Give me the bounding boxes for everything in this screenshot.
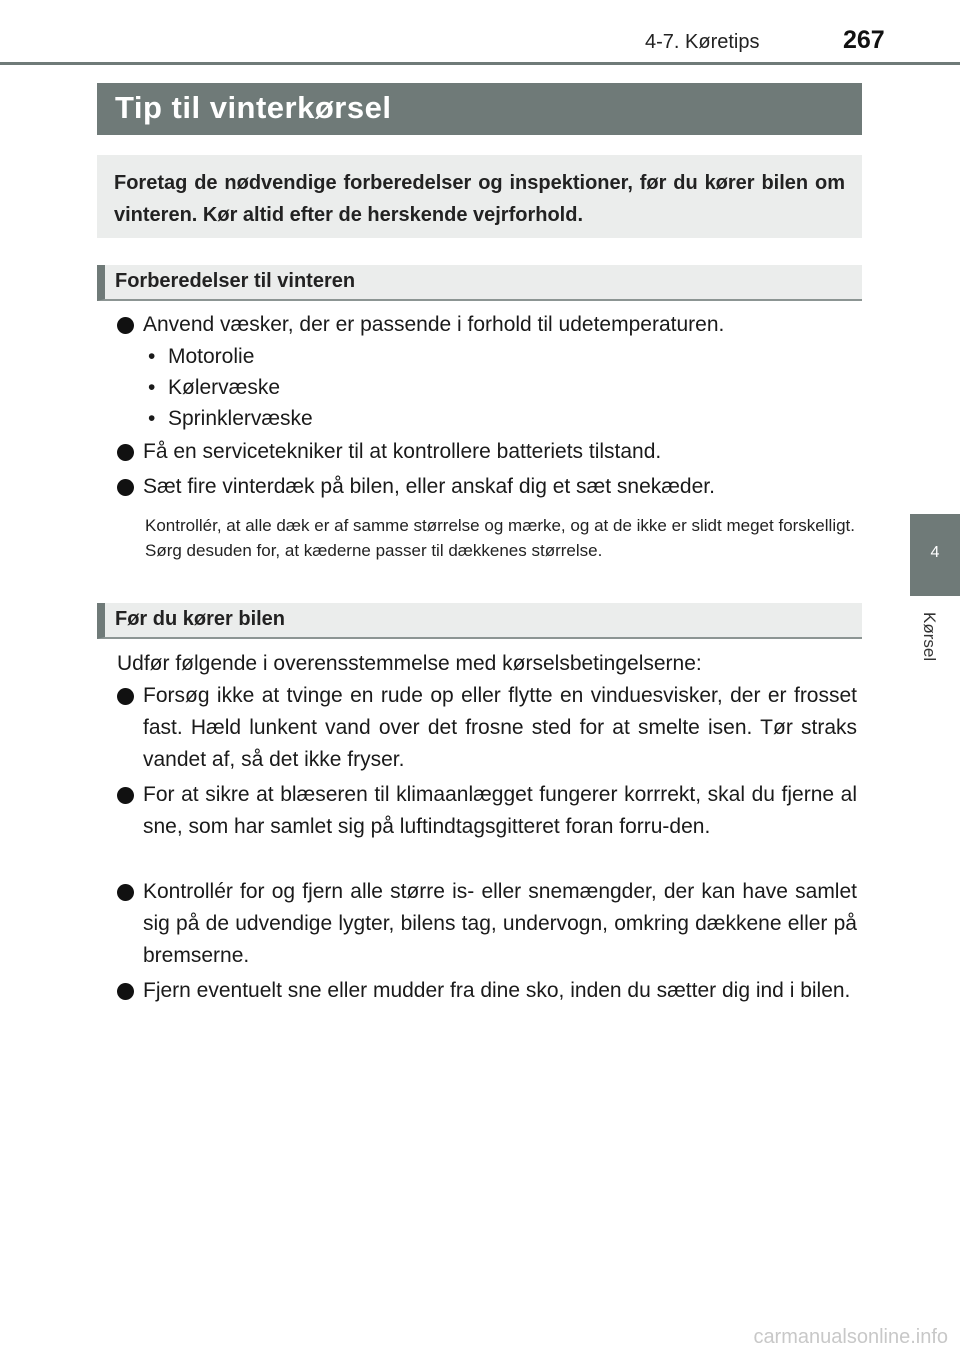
bullet-icon: [117, 479, 134, 496]
list-item: [117, 779, 857, 843]
list-item: [117, 436, 857, 468]
chapter-tab: 4: [910, 514, 960, 596]
note-text: Kontrollér, at alle dæk er af samme størrelse og mærke, og at de ikke er slidt meget forskelligt. Sørg desuden for, at kæderne passer til dækkenes størrelse.: [145, 516, 855, 560]
lead-text: Udfør følgende i overensstemmelse med kørselsbetingelserne:: [117, 652, 702, 675]
watermark: carmanualsonline.info: [753, 1326, 948, 1348]
bullet-icon: [117, 317, 134, 334]
list-item-text: Anvend væsker, der er passende i forhold til udetemperaturen.: [143, 313, 725, 336]
page-title: Tip til vinterkørsel: [97, 83, 862, 135]
list-item: [117, 876, 857, 972]
bullet-dot-icon: •: [148, 407, 156, 430]
intro-box: Foretag de nødvendige forberedelser og inspektioner, før du kører bilen om vinteren. Kør altid efter de herskende vejrforhold.: [97, 155, 862, 238]
bullet-icon: [117, 688, 134, 705]
list-item-text: Kontrollér for og fjern alle større is- eller snemængder, der kan have samlet sig på de udvendige lygter, bilens tag, undervogn, omkring dækkene eller på bremserne.: [143, 880, 857, 967]
list-item-text: Få en servicetekniker til at kontrollere batteriets tilstand.: [143, 440, 662, 463]
list-item: [117, 975, 857, 1007]
page-number: 267: [843, 26, 885, 54]
bullet-icon: [117, 444, 134, 461]
header-section-title: 4-7. Køretips: [645, 31, 760, 53]
sub-list-item: [148, 403, 313, 434]
list-item-text: For at sikre at blæseren til klimaanlægget fungerer korrrekt, skal du fjerne al sne, som har samlet sig på luftindtagsgitteret foran forru-den.: [143, 783, 857, 838]
header-divider: [0, 62, 960, 65]
list-item: [117, 309, 857, 341]
bullet-icon: [117, 884, 134, 901]
sub-list-item-text: Sprinklervæske: [168, 407, 313, 430]
chapter-label: Kørsel: [920, 612, 939, 662]
bullet-icon: [117, 983, 134, 1000]
sub-list-item: [148, 341, 254, 372]
sub-list-item-text: Motorolie: [168, 345, 255, 368]
bullet-icon: [117, 787, 134, 804]
bullet-dot-icon: •: [148, 345, 156, 368]
bullet-dot-icon: •: [148, 376, 156, 399]
list-item-text: Sæt fire vinterdæk på bilen, eller anskaf dig et sæt snekæder.: [143, 475, 715, 498]
list-item-text: Forsøg ikke at tvinge en rude op eller flytte en vinduesvisker, der er frosset fast. Hæld lunkent vand over det frosne sted for at smelte isen. Tør straks vandet af, så det ikke fryser.: [143, 684, 857, 771]
list-item: [117, 471, 857, 503]
sub-list-item-text: Kølervæske: [168, 376, 281, 399]
section-heading-preparations: Forberedelser til vinteren: [97, 265, 862, 301]
sub-list-item: [148, 372, 280, 403]
section-heading-before-driving: Før du kører bilen: [97, 603, 862, 639]
list-item-text: Fjern eventuelt sne eller mudder fra dine sko, inden du sætter dig ind i bilen.: [143, 979, 851, 1002]
list-item: [117, 680, 857, 776]
